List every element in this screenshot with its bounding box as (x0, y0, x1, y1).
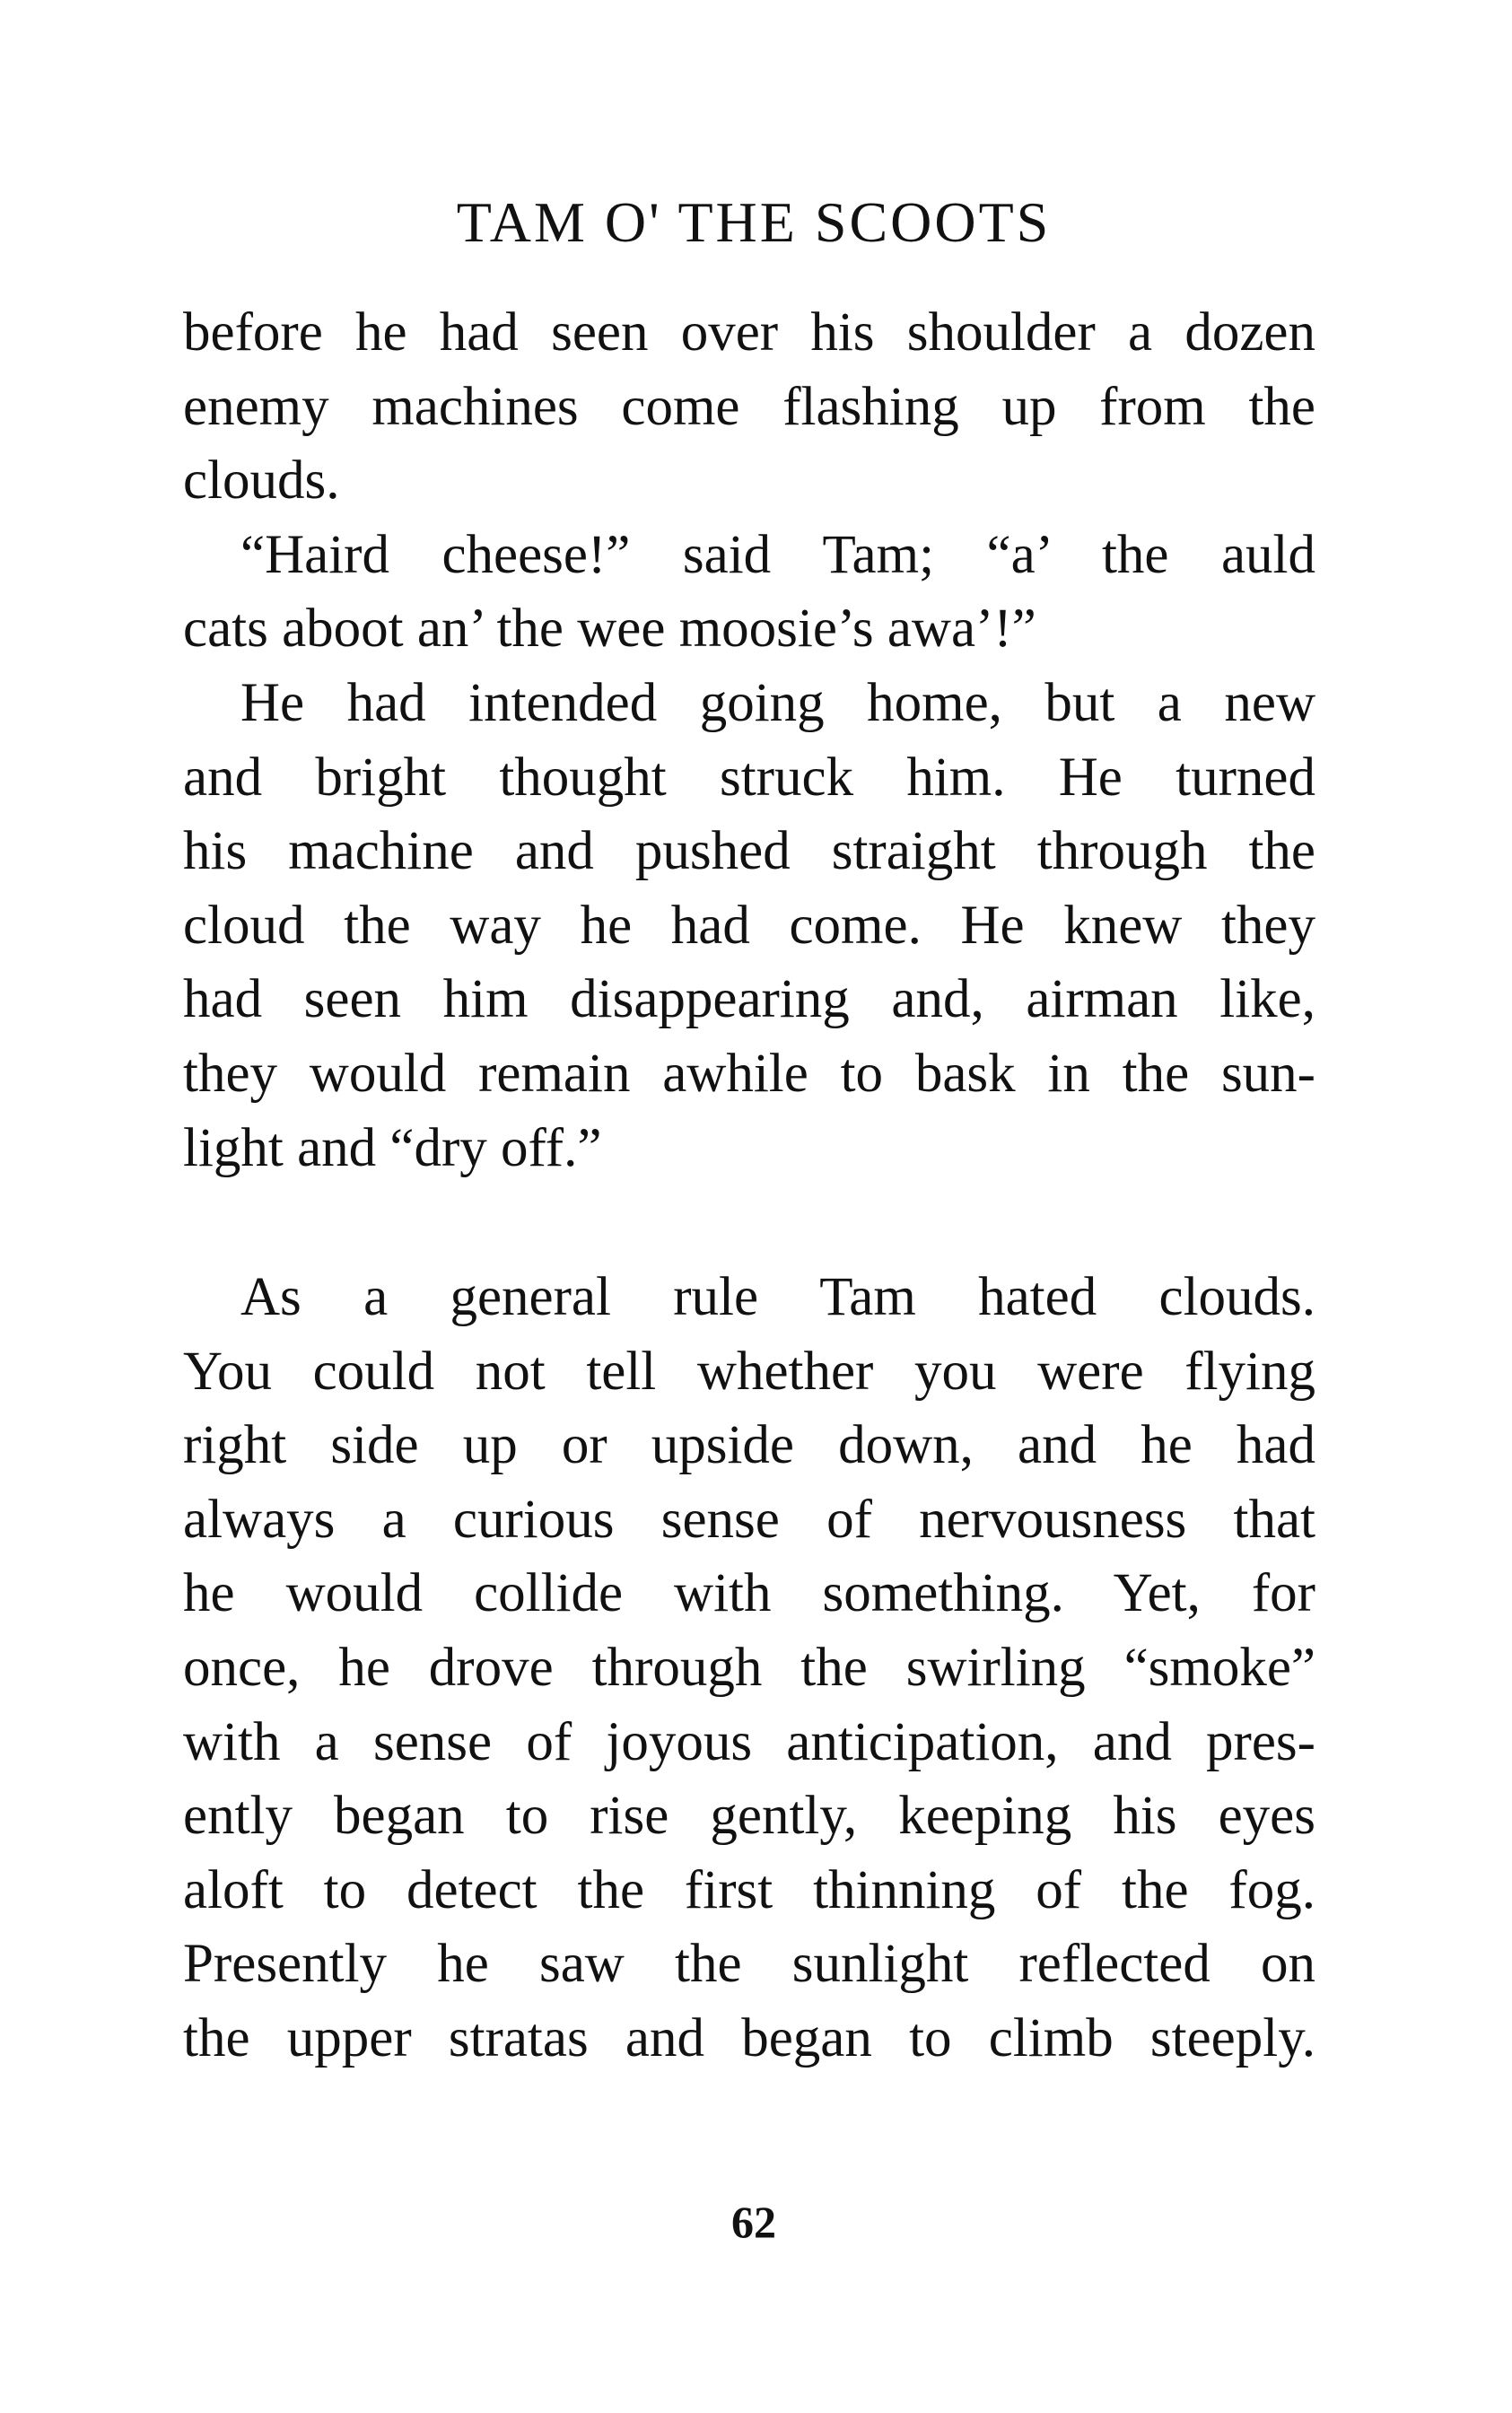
text-line: cloud the way he had come. He knew they (183, 895, 1315, 956)
text-line: As a general rule Tam hated clouds. (240, 1267, 1315, 1327)
text-line: You could not tell whether you were flying (183, 1341, 1315, 1402)
text-line: light and “dry off.” (183, 1117, 602, 1178)
text-line: “Haird cheese!” said Tam; “a’ the auld (240, 524, 1315, 585)
text-line: once, he drove through the swirling “smoke” (183, 1637, 1315, 1698)
text-line: clouds. (183, 450, 340, 511)
text-line: cats aboot an’ the wee moosie’s awa’!” (183, 599, 1036, 660)
text-line: he would collide with something. Yet, for (183, 1563, 1315, 1624)
text-line: right side up or upside down, and he had (183, 1415, 1315, 1476)
text-line: had seen him disappearing and, airman like, (183, 969, 1315, 1030)
text-line: aloft to detect the first thinning of the fog. (183, 1859, 1315, 1920)
text-line: they would remain awhile to bask in the sun- (183, 1043, 1315, 1104)
text-line: enemy machines come flashing up from the (183, 376, 1315, 437)
text-line: with a sense of joyous anticipation, and pres- (183, 1711, 1315, 1772)
text-line: before he had seen over his shoulder a dozen (183, 302, 1315, 363)
running-head: TAM O' THE SCOOTS (456, 190, 1052, 254)
text-line: Presently he saw the sunlight reflected on (183, 1934, 1315, 1995)
text-line: his machine and pushed straight through the (183, 821, 1315, 882)
text-section-1 (183, 296, 1315, 1185)
page-number: 62 (731, 2197, 776, 2247)
text-line: He had intended going home, but a new (240, 672, 1315, 733)
text-line: and bright thought struck him. He turned (183, 747, 1315, 808)
text-line: always a curious sense of nervousness that (183, 1489, 1315, 1550)
text-section-2 (183, 1261, 1315, 2076)
text-line: the upper stratas and began to climb steeply. (183, 2007, 1315, 2068)
text-line: ently began to rise gently, keeping his eyes (183, 1786, 1315, 1847)
